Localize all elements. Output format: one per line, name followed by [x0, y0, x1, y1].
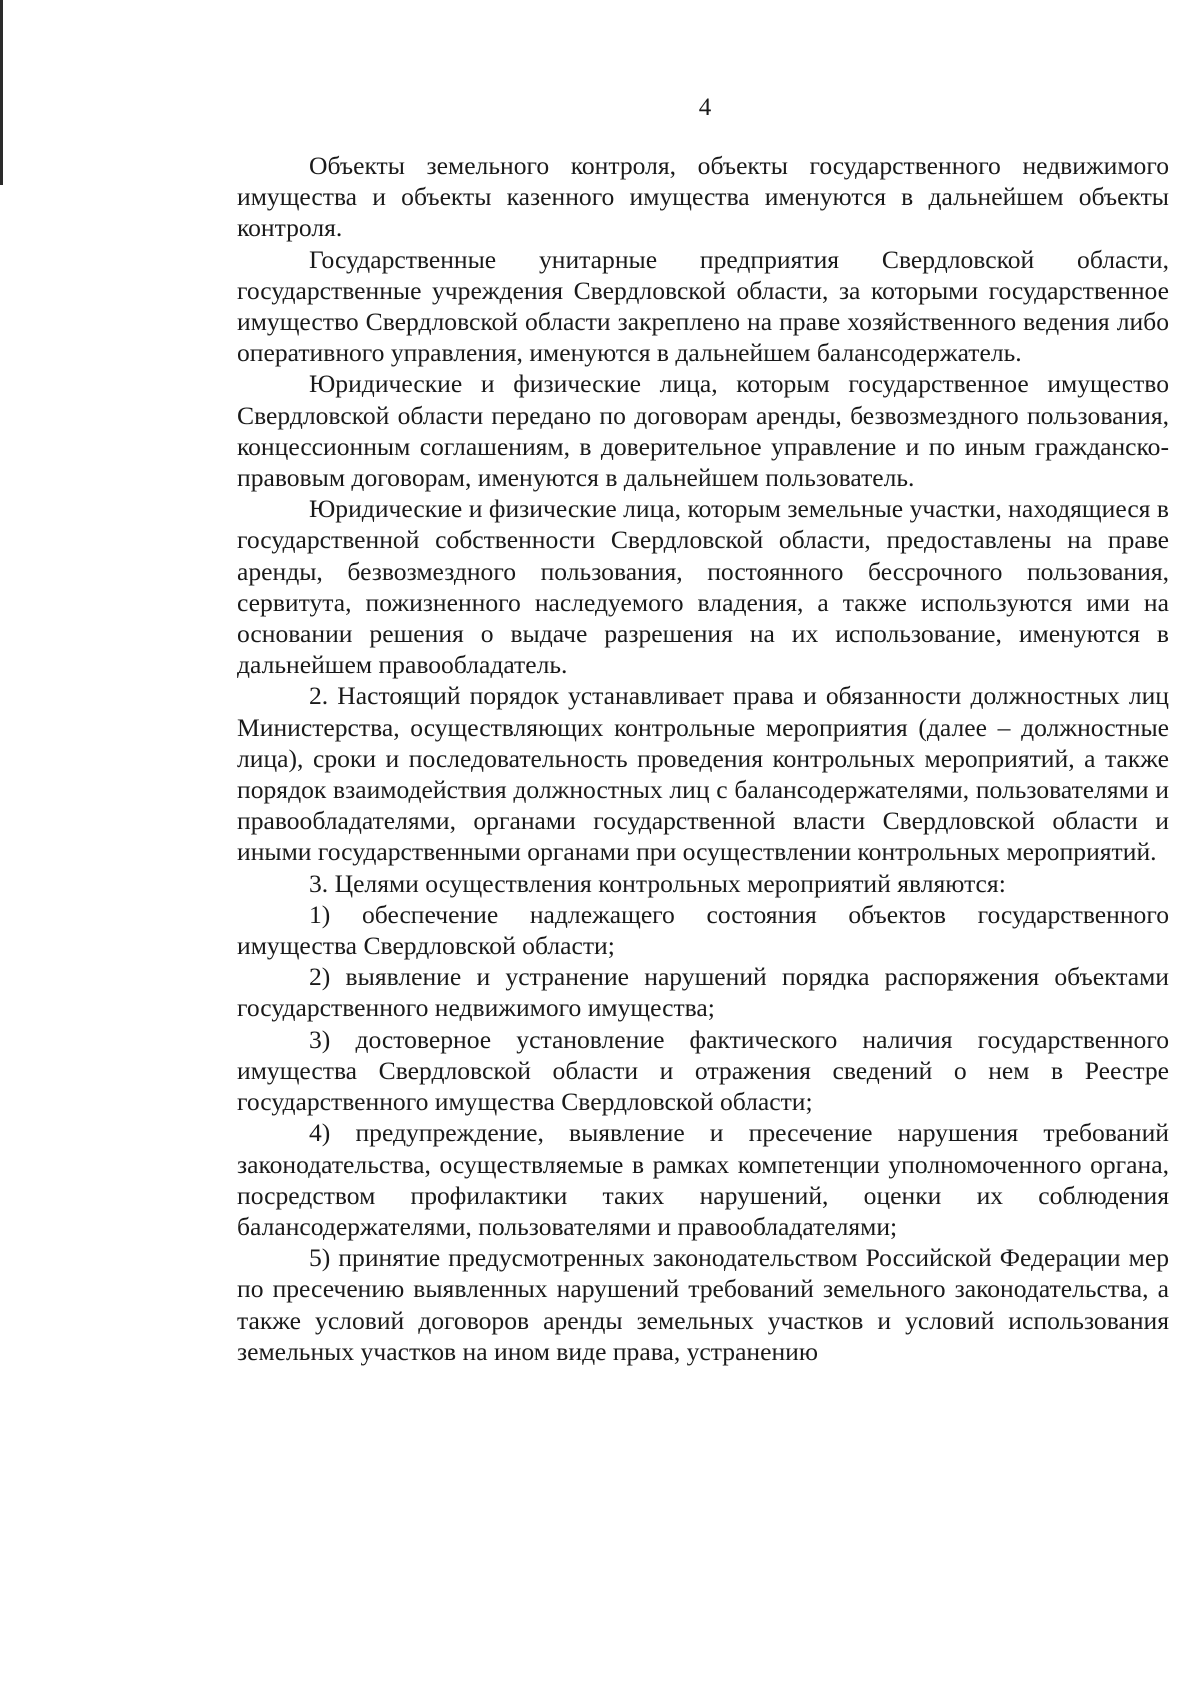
- paragraph-user: Юридические и физические лица, которым государственное имущество Свердловской области передано по договорам аренды, безвозмездного пользования, концессионным соглашениям, в доверительное управление и по иным гражданско-правовым договорам, именуются в дальнейшем пользователь.: [237, 369, 1169, 493]
- scan-edge-mark: [0, 0, 3, 185]
- page-number: 4: [698, 94, 712, 121]
- list-item-2: 2) выявление и устранение нарушений порядка распоряжения объектами государственного недвижимого имущества;: [237, 962, 1169, 1023]
- list-item-1: 1) обеспечение надлежащего состояния объектов государственного имущества Свердловской области;: [237, 899, 1169, 961]
- paragraph-balance-holder: Государственные унитарные предприятия Свердловской области, государственные учреждения Свердловской области, за которыми государственное имущество Свердловской области закреплено на праве хозяйственного ведения либо оперативного управления, именуются в дальнейшем балансодержатель.: [237, 244, 1169, 368]
- paragraph-control-objects: Объекты земельного контроля, объекты государственного недвижимого имущества и объекты казенного имущества именуются в дальнейшем объекты контроля.: [237, 151, 1169, 243]
- paragraph-item-3: 3. Целями осуществления контрольных мероприятий являются:: [309, 868, 1006, 898]
- document-body: [237, 150, 1169, 1367]
- list-item-3: 3) достоверное установление фактического наличия государственного имущества Свердловской области и отражения сведений о нем в Реестре государственного имущества Свердловской области;: [237, 1024, 1169, 1117]
- list-item-5: 5) принятие предусмотренных законодательством Российской Федерации мер по пресечению выявленных нарушений требований земельного законодательства, а также условий договоров аренды земельных участков и условий использования земельных участков на ином виде права, устранению: [237, 1243, 1169, 1366]
- paragraph-item-2: 2. Настоящий порядок устанавливает права и обязанности должностных лиц Министерства, осуществляющих контрольные мероприятия (далее – должностные лица), сроки и последовательность проведения контрольных мероприятий, а также порядок взаимодействия должностных лиц с балансодержателями, пользователями и правообладателями, органами государственной власти Свердловской области и иными государственными органами при осуществлении контрольных мероприятий.: [237, 681, 1169, 867]
- paragraph-right-holder: Юридические и физические лица, которым земельные участки, находящиеся в государственной собственности Свердловской области, предоставлены на праве аренды, безвозмездного пользования, постоянного бессрочного пользования, сервитута, пожизненного наследуемого владения, а также используются ими на основании решения о выдаче разрешения на их использование, именуются в дальнейшем правообладатель.: [237, 494, 1169, 680]
- list-item-4: 4) предупреждение, выявление и пресечение нарушения требований законодательства, осуществляемые в рамках компетенции уполномоченного органа, посредством профилактики таких нарушений, оценки их соблюдения балансодержателями, пользователями и правообладателями;: [237, 1118, 1169, 1241]
